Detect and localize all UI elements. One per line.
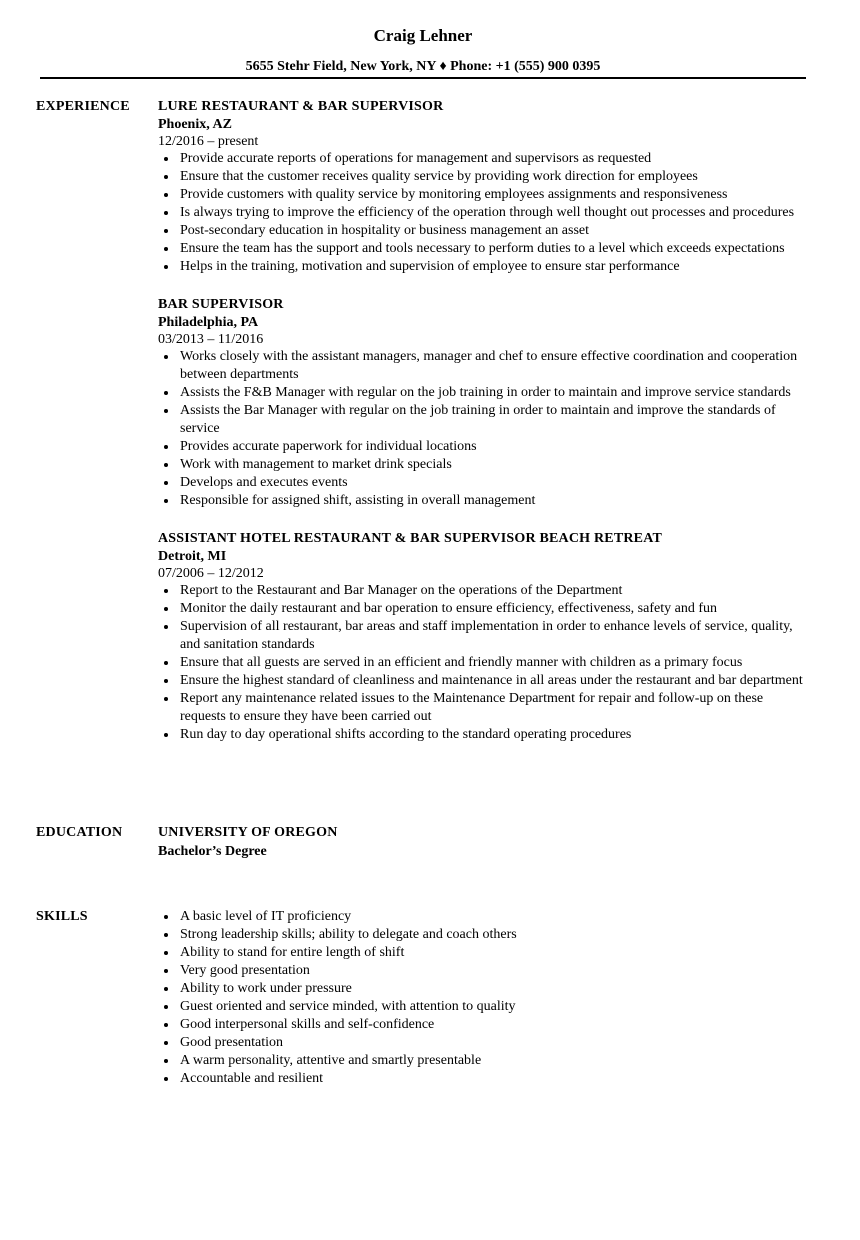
duty-item: Assists the F&B Manager with regular on the job training in order to maintain and improve service standards bbox=[158, 384, 806, 402]
skill-item: Ability to stand for entire length of shift bbox=[158, 944, 806, 962]
duty-item: Works closely with the assistant managers, manager and chef to ensure effective coordination and cooperation between departments bbox=[158, 348, 806, 384]
job-title: LURE RESTAURANT & BAR SUPERVISOR bbox=[158, 99, 444, 114]
header-divider bbox=[40, 77, 806, 79]
education-body bbox=[158, 824, 806, 862]
experience-section bbox=[36, 98, 806, 744]
job-duties bbox=[158, 348, 806, 510]
job-entry bbox=[158, 98, 806, 276]
skill-item: Guest oriented and service minded, with attention to quality bbox=[158, 998, 806, 1016]
skill-item: Good presentation bbox=[158, 1034, 806, 1052]
job-title: ASSISTANT HOTEL RESTAURANT & BAR SUPERVISOR BEACH RETREAT bbox=[158, 531, 663, 546]
duty-item: Supervision of all restaurant, bar areas and staff implementation in order to enhance levels of service, quality, and sanitation standards bbox=[158, 618, 806, 654]
skill-item: A warm personality, attentive and smartly presentable bbox=[158, 1052, 806, 1070]
job-title: BAR SUPERVISOR bbox=[158, 297, 284, 312]
duty-item: Helps in the training, motivation and supervision of employee to ensure star performance bbox=[158, 258, 806, 276]
skill-item: Accountable and resilient bbox=[158, 1070, 806, 1088]
duty-item: Ensure that all guests are served in an efficient and friendly manner with children as a primary focus bbox=[158, 654, 806, 672]
duty-item: Develops and executes events bbox=[158, 474, 806, 492]
job-location: Philadelphia, PA bbox=[158, 315, 259, 330]
skills-list bbox=[158, 908, 806, 1088]
duty-item: Ensure the highest standard of cleanliness and maintenance in all areas under the restaurant and bar department bbox=[158, 672, 806, 690]
duty-item: Run day to day operational shifts according to the standard operating procedures bbox=[158, 726, 806, 744]
section-label-skills: SKILLS bbox=[36, 909, 88, 924]
contact-line: 5655 Stehr Field, New York, NY ♦ Phone: +1 (555) 900 0395 bbox=[245, 59, 601, 74]
degree: Bachelor’s Degree bbox=[158, 844, 267, 859]
duty-item: Responsible for assigned shift, assisting in overall management bbox=[158, 492, 806, 510]
duty-item: Provide accurate reports of operations for management and supervisors as requested bbox=[158, 150, 806, 168]
duty-item: Assists the Bar Manager with regular on the job training in order to maintain and improve the standards of service bbox=[158, 402, 806, 438]
duty-item: Ensure that the customer receives quality service by providing work direction for employees bbox=[158, 168, 806, 186]
duty-item: Provide customers with quality service by monitoring employees assignments and responsiveness bbox=[158, 186, 806, 204]
duty-item: Provides accurate paperwork for individual locations bbox=[158, 438, 806, 456]
school-name: UNIVERSITY OF OREGON bbox=[158, 825, 338, 840]
duty-item: Monitor the daily restaurant and bar operation to ensure efficiency, effectiveness, safety and fun bbox=[158, 600, 806, 618]
section-label-experience: EXPERIENCE bbox=[36, 99, 130, 114]
section-label-education: EDUCATION bbox=[36, 825, 123, 840]
skill-item: Ability to work under pressure bbox=[158, 980, 806, 998]
candidate-name: Craig Lehner bbox=[373, 26, 473, 45]
resume-header bbox=[40, 24, 806, 76]
job-duties bbox=[158, 150, 806, 276]
duty-item: Report to the Restaurant and Bar Manager on the operations of the Department bbox=[158, 582, 806, 600]
duty-item: Report any maintenance related issues to the Maintenance Department for repair and follow-up on these requests to ensure they have been carried out bbox=[158, 690, 806, 726]
job-location: Phoenix, AZ bbox=[158, 117, 232, 132]
duty-item: Post-secondary education in hospitality or business management an asset bbox=[158, 222, 806, 240]
job-dates: 03/2013 – 11/2016 bbox=[158, 332, 264, 347]
job-entry bbox=[158, 530, 806, 744]
job-duties bbox=[158, 582, 806, 744]
experience-list bbox=[158, 98, 806, 744]
duty-item: Is always trying to improve the efficiency of the operation through well thought out processes and procedures bbox=[158, 204, 806, 222]
job-dates: 12/2016 – present bbox=[158, 134, 259, 149]
job-entry bbox=[158, 296, 806, 510]
skill-item: Good interpersonal skills and self-confidence bbox=[158, 1016, 806, 1034]
skill-item: Strong leadership skills; ability to delegate and coach others bbox=[158, 926, 806, 944]
education-section bbox=[36, 824, 806, 862]
skills-section bbox=[36, 908, 806, 1088]
duty-item: Ensure the team has the support and tools necessary to perform duties to a level which exceeds expectations bbox=[158, 240, 806, 258]
job-dates: 07/2006 – 12/2012 bbox=[158, 566, 264, 581]
skills-body bbox=[158, 908, 806, 1088]
skill-item: Very good presentation bbox=[158, 962, 806, 980]
job-location: Detroit, MI bbox=[158, 549, 227, 564]
skill-item: A basic level of IT proficiency bbox=[158, 908, 806, 926]
duty-item: Work with management to market drink specials bbox=[158, 456, 806, 474]
